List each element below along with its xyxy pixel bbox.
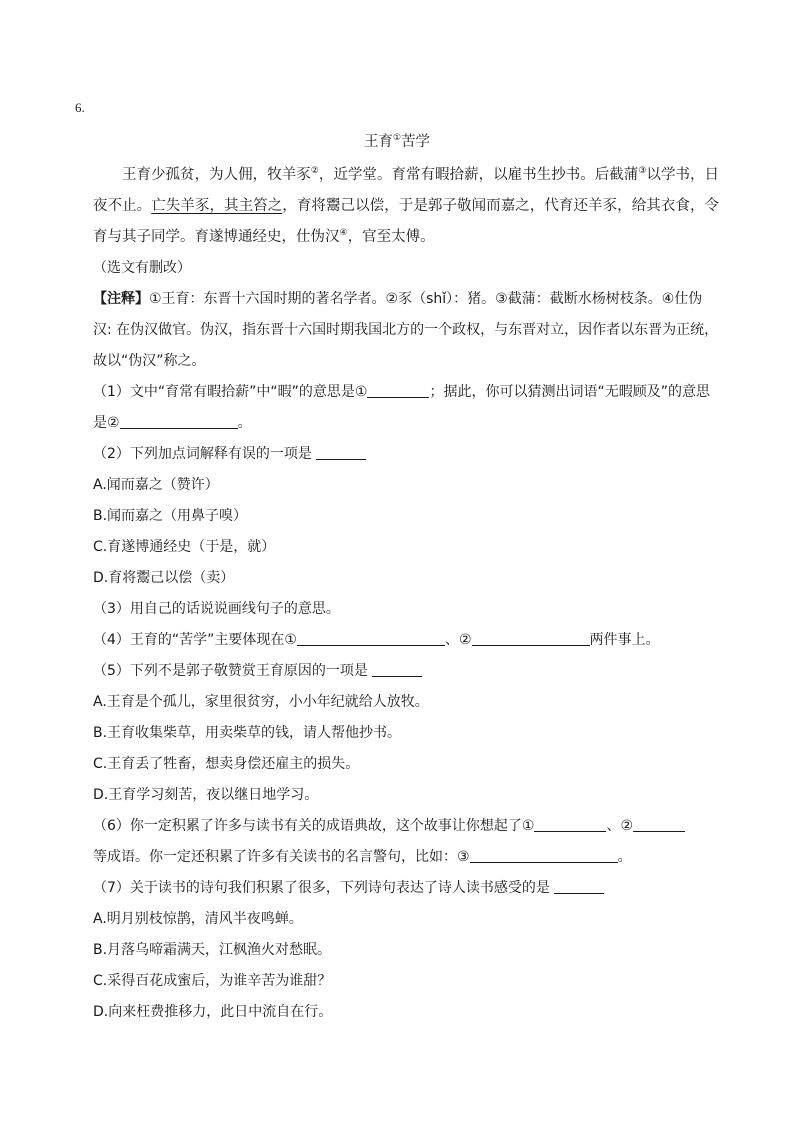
q5-option-c: C.王育丢了牲畜，想卖身偿还雇主的损失。: [93, 756, 360, 772]
question-number: 6.: [75, 100, 85, 115]
q1-blank-1[interactable]: [367, 383, 429, 398]
passage-text: ，育将鬻己以偿，于是郭子敬闻而嘉之，代育还羊豕，给其衣食，令育与其子同学。育遂博通经史，仕伪汉: [93, 198, 720, 245]
q4-blank-1[interactable]: [297, 631, 445, 646]
q6-blank-3[interactable]: [470, 848, 618, 863]
q7-option-c: C.采得百花成蜜后，为谁辛苦为谁甜？: [93, 973, 332, 989]
passage-text: ，官至太傅。: [347, 229, 435, 245]
passage-title: [0, 130, 794, 151]
passage-paragraph: [93, 160, 719, 253]
title-text-before: 王育: [363, 134, 393, 150]
underlined-sentence: 亡失羊豕，其主笞之: [151, 198, 283, 214]
q4-blank-2[interactable]: [472, 631, 590, 646]
q1-blank-2[interactable]: [120, 414, 238, 429]
q5-option-a: A.王育是个孤儿，家里很贫穷，小小年纪就给人放牧。: [93, 694, 429, 710]
footnote-marker: ③: [638, 166, 647, 177]
q4-text-c: 两件事上。: [589, 632, 660, 648]
question-7: [93, 873, 719, 904]
q1-text-a: （1）文中“育常有暇拾薪”中“暇”的意思是①: [93, 384, 368, 400]
source-note: （选文有删改）: [93, 260, 191, 276]
title-text-after: 苦学: [401, 134, 431, 150]
passage-text: ，近学堂。育常有暇拾薪，以雇书生抄书。后截蒲: [318, 167, 639, 183]
footnote-marker: ②: [310, 166, 319, 177]
question-2: [93, 439, 719, 470]
annotation-tag: 【注释】: [93, 291, 149, 307]
title-footnote-marker: ①: [392, 133, 402, 144]
footnote-marker: ④: [339, 228, 348, 239]
q7-answer-blank[interactable]: [554, 879, 604, 894]
question-6-line-2: [93, 842, 719, 873]
question-4: [93, 625, 719, 656]
q5-option-b: B.王育收集柴草，用卖柴草的钱，请人帮他抄书。: [93, 725, 402, 741]
q7-option-d: D.向来枉费推移力，此日中流自在行。: [93, 1004, 333, 1020]
q7-option-b: B.月落乌啼霜满天，江枫渔火对愁眠。: [93, 942, 332, 958]
q2-answer-blank[interactable]: [316, 445, 366, 460]
q2-option-c: C.育遂博通经史（于是，就）: [93, 539, 276, 555]
annotation-block: [93, 284, 719, 377]
question-1: [93, 377, 719, 439]
q2-option-d: D.育将鬻己以偿（卖）: [93, 570, 235, 586]
passage-text: 以学书，日夜不止。: [93, 167, 720, 214]
question-6-line-1: [93, 811, 719, 842]
q6-text-d: 。: [617, 849, 632, 865]
q5-stem: （5）下列不是郭子敬赞赏王育原因的一项是: [93, 663, 373, 679]
q1-text-c: 。: [237, 415, 252, 431]
q6-text-c: 等成语。你一定还积累了许多有关读书的名言警句，比如：③: [93, 849, 470, 865]
passage-text: 王育少孤贫，为人佣，牧羊豕: [122, 167, 311, 183]
question-3: （3）用自己的话说说画线句子的意思。: [93, 601, 340, 617]
q6-text-b: 、②: [606, 818, 634, 834]
q6-text-a: （6）你一定积累了许多与读书有关的成语典故，这个故事让你想起了①: [93, 818, 535, 834]
q5-option-d: D.王育学习刻苦，夜以继日地学习。: [93, 787, 319, 803]
q2-stem: （2）下列加点词解释有误的一项是: [93, 446, 317, 462]
question-5: [93, 656, 719, 687]
q2-option-b: B.闻而嘉之（用鼻子嗅）: [93, 508, 248, 524]
q5-answer-blank[interactable]: [372, 662, 422, 677]
q4-text-a: （4）王育的“苦学”主要体现在①: [93, 632, 297, 648]
passage-body: [93, 160, 719, 253]
q2-option-a: A.闻而嘉之（赞许）: [93, 477, 219, 493]
q4-text-b: 、②: [444, 632, 472, 648]
questions-area: [93, 253, 719, 1028]
q6-blank-1[interactable]: [534, 817, 606, 832]
q7-stem: （7）关于读书的诗句我们积累了很多，下列诗句表达了诗人读书感受的是: [93, 880, 555, 896]
q1-text-b: ；据此，你可以猜测出词语“无暇顾及”的意思是②: [93, 384, 710, 431]
annotation-text: ①王育：东晋十六国时期的著名学者。②豕（shǐ）：猪。③截蒲：截断水杨树枝条。④仕伪汉: 在伪汉做官。伪汉，指东晋十六国时期我国北方的一个政权，与东晋对立，因作者以东晋为正统，故以“伪汉”称之。: [93, 291, 719, 369]
q7-option-a: A.明月别枝惊鹊，清风半夜鸣蝉。: [93, 911, 303, 927]
q6-blank-2[interactable]: [633, 817, 685, 832]
